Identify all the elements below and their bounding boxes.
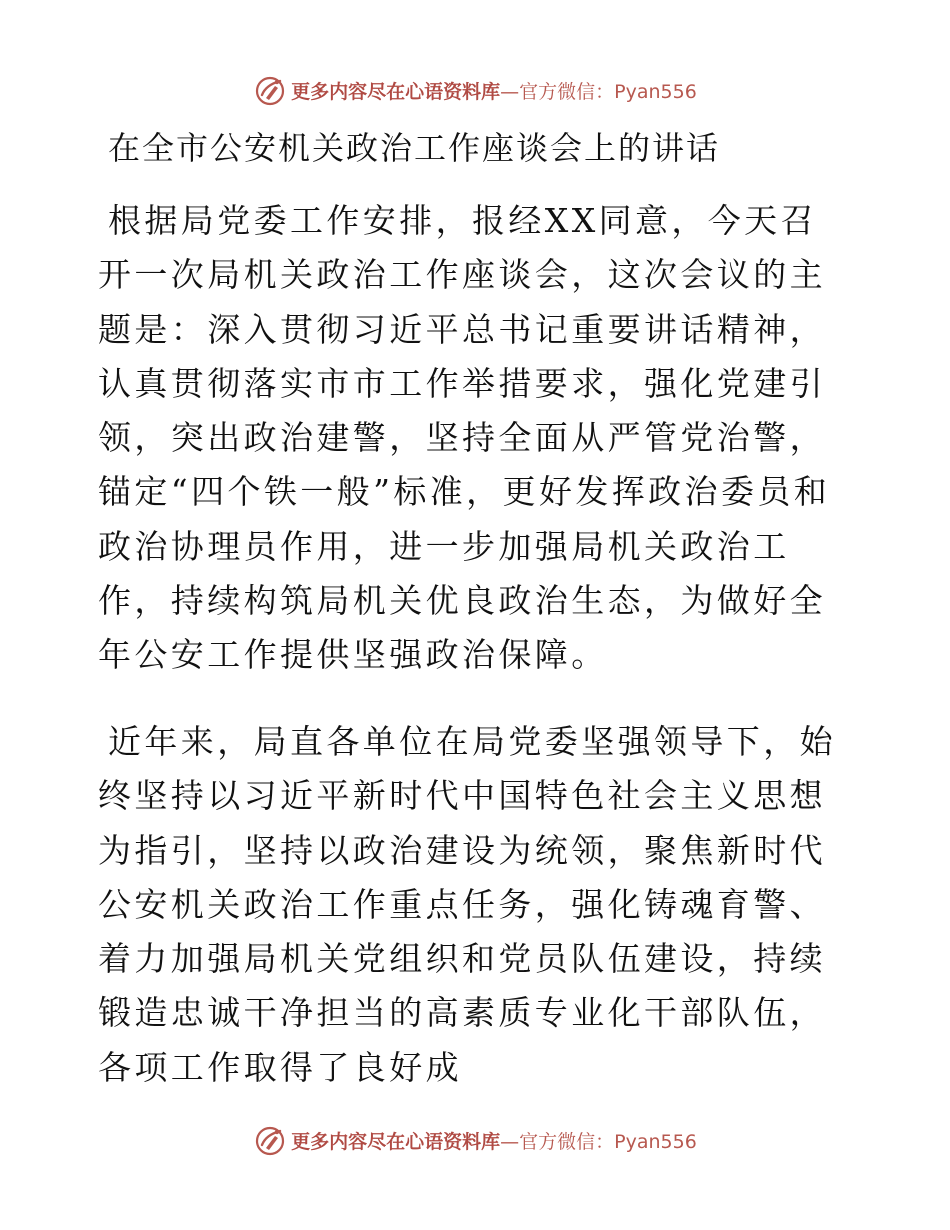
header-watermark-banner [0,70,950,110]
header-watermark-separator: — [500,80,520,103]
footer-watermark-contact: 官方微信：Pyan556 [519,1130,697,1153]
header-watermark-contact: 官方微信：Pyan556 [519,80,697,103]
footer-watermark-separator: — [500,1130,520,1153]
document-title: 在全市公安机关政治工作座谈会上的讲话 [108,129,721,167]
footer-watermark-banner [0,1120,950,1160]
footer-watermark-text [291,1127,697,1154]
header-watermark-main: 更多内容尽在心语资料库 [291,80,501,103]
document-paragraph-2: 近年来，局直各单位在局党委坚强领导下，始终坚持以习近平新时代中国特色社会主义思想为指引，坚持以政治建设为统领，聚焦新时代公安机关政治工作重点任务，强化铸魂育警、着力加强局机关党组织和党员队伍建设，持续锻造忠诚干净担当的高素质专业化干部队伍，各项工作取得了良好成 [98,722,836,1087]
document-paragraph-1: 根据局党委工作安排，报经XX同意，今天召开一次局机关政治工作座谈会，这次会议的主题是：深入贯彻习近平总书记重要讲话精神，认真贯彻落实市市工作举措要求，强化党建引领，突出政治建警，坚持全面从严管党治警，锚定“四个铁一般”标准，更好发挥政治委员和政治协理员作用，进一步加强局机关政治工作，持续构筑局机关优良政治生态，为做好全年公安工作提供坚强政治保障。 [98,201,831,675]
brand-logo-icon [253,1123,287,1157]
footer-watermark-main: 更多内容尽在心语资料库 [291,1130,501,1153]
brand-logo-icon [253,73,287,107]
header-watermark-text [291,77,697,104]
